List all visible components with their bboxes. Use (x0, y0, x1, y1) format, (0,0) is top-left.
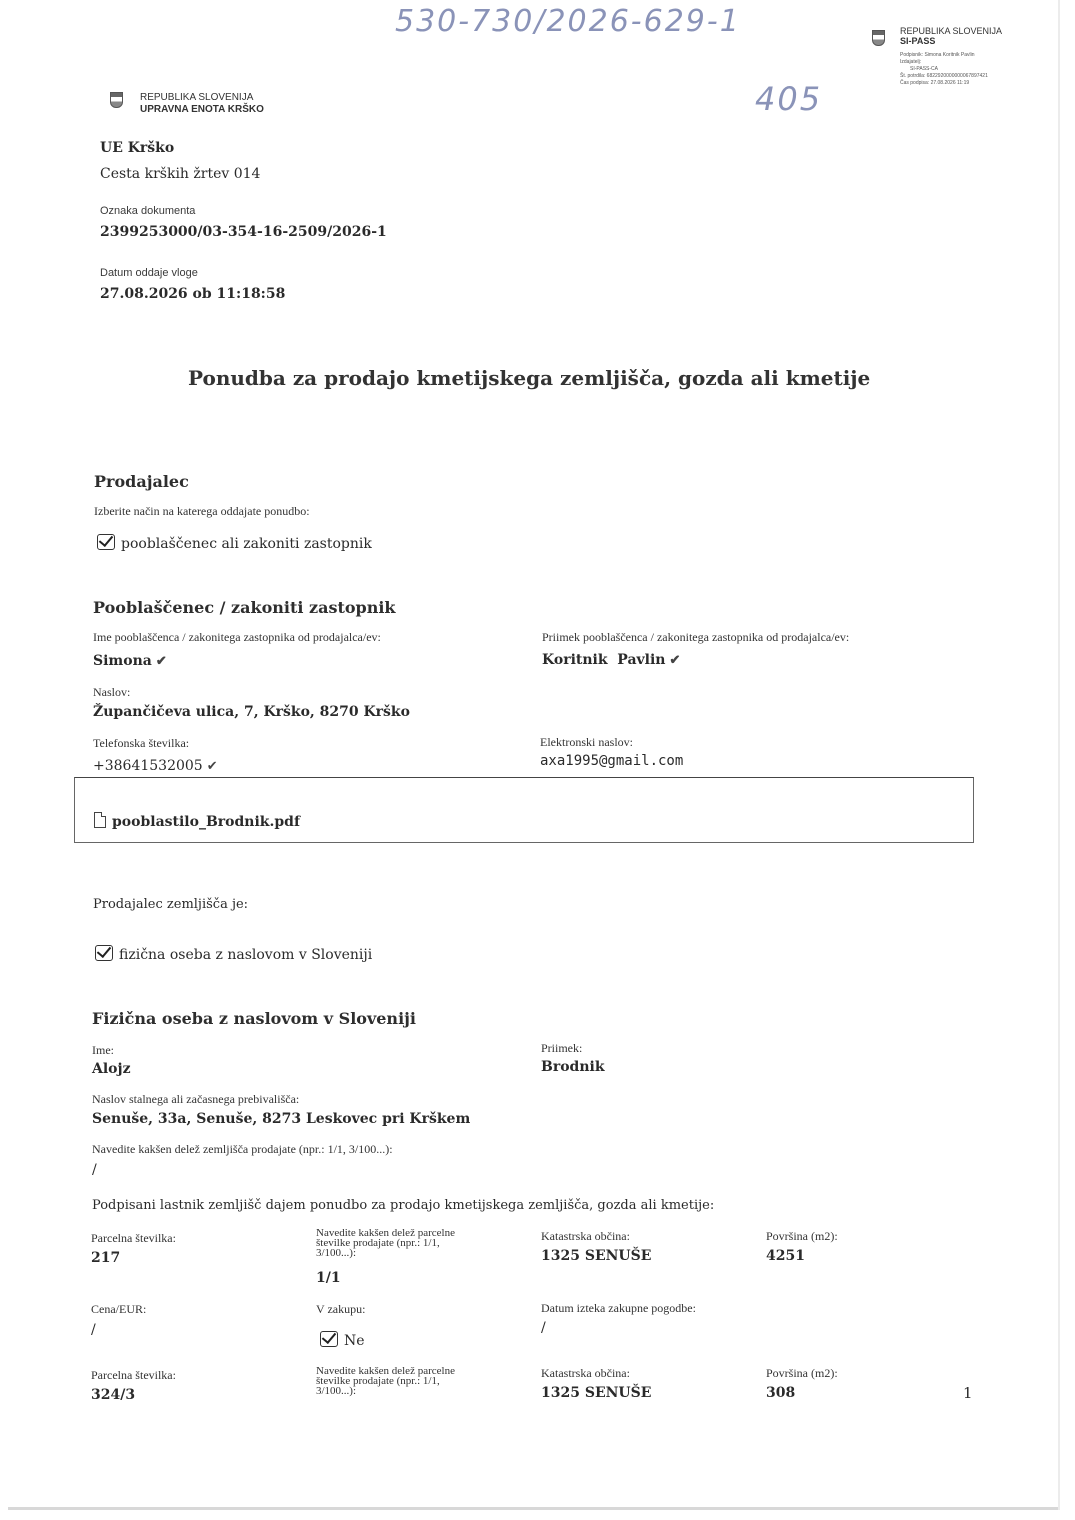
method-value: pooblaščenec ali zakoniti zastopnik (121, 536, 372, 552)
parcel1-lease-checkbox[interactable] (320, 1331, 365, 1349)
parcel1-lease-end-label: Datum izteka zakupne pogodbe: (541, 1301, 696, 1315)
date-value: 27.08.2026 ob 11:18:58 (100, 286, 286, 302)
sipass-issuer: SI-PASS-CA (910, 66, 938, 72)
sipass-line2: SI-PASS (900, 36, 936, 46)
owner-surname: Brodnik (541, 1059, 605, 1075)
parcel1-share: 1/1 (316, 1270, 341, 1286)
seller-heading: Prodajalec (94, 472, 189, 491)
scan-edge (8, 1507, 1060, 1510)
parcel2-area-label: Površina (m2): (766, 1366, 838, 1380)
agent-address: Župančičeva ulica, 7, Krško, 8270 Krško (93, 704, 410, 720)
parcel1-area: 4251 (766, 1248, 805, 1264)
agent-phone: +38641532005 ✔ (93, 758, 218, 774)
checkbox-checked-icon (97, 534, 115, 550)
scan-edge-right (1058, 0, 1060, 1510)
owner-type-checkbox[interactable] (95, 945, 372, 963)
offer-statement: Podpisani lastnik zemljišč dajem ponudbo za prodajo kmetijskega zemljišča, gozda ali kmetije: (92, 1198, 715, 1213)
agent-address-label: Naslov: (93, 685, 131, 699)
office-address: Cesta krških žrtev 014 (100, 166, 261, 182)
parcel2-share-label: Navedite kakšen delež parcelne številke prodajate (npr.: 1/1, 3/100...): (316, 1365, 455, 1397)
sipass-signer: Podpisnik: Simona Koritnik Pavlin (900, 52, 975, 58)
parcel2-number-label: Parcelna številka: (91, 1368, 176, 1382)
checkbox-checked-icon (95, 945, 113, 961)
handwritten-reference: 530-730/2026-629-1 (395, 4, 741, 39)
page-number: 1 (963, 1384, 973, 1402)
parcel2-area: 308 (766, 1385, 796, 1401)
owner-surname-label: Priimek: (541, 1041, 583, 1055)
checkmark-icon: ✔ (206, 759, 218, 774)
parcel1-cadastral-label: Katastrska občina: (541, 1229, 630, 1243)
attachment-name: pooblastilo_Brodnik.pdf (112, 814, 300, 830)
agent-surname-label: Priimek pooblaščenca / zakonitega zastopnika od prodajalca/ev: (542, 630, 850, 644)
owner-share-label: Navedite kakšen delež zemljišča prodajate (npr.: 1/1, 3/100...): (92, 1142, 393, 1156)
parcel1-cadastral: 1325 SENUŠE (541, 1248, 652, 1264)
page-title: Ponudba za prodajo kmetijskega zemljišča, gozda ali kmetije (188, 366, 871, 390)
coat-of-arms-icon (872, 30, 885, 46)
owner-type-label: Prodajalec zemljišča je: (93, 897, 249, 912)
coat-of-arms-icon (110, 92, 123, 108)
date-label: Datum oddaje vloge (100, 267, 198, 279)
method-label: Izberite način na katerega oddajate ponudbo: (94, 504, 310, 518)
parcel1-number-label: Parcelna številka: (91, 1231, 176, 1245)
owner-address: Senuše, 33a, Senuše, 8273 Leskovec pri Krškem (92, 1111, 471, 1127)
doc-value: 2399253000/03-354-16-2509/2026-1 (100, 224, 387, 240)
agent-phone-label: Telefonska številka: (93, 736, 190, 750)
logo-line2: UPRAVNA ENOTA KRŠKO (140, 104, 264, 115)
parcel2-cadastral-label: Katastrska občina: (541, 1366, 630, 1380)
agent-heading: Pooblaščenec / zakoniti zastopnik (93, 598, 396, 617)
agent-name-label: Ime pooblaščenca / zakonitega zastopnika od prodajalca/ev: (93, 630, 381, 644)
agent-email: axa1995@gmail.com (540, 753, 684, 769)
sipass-issuer-label: Izdajatelj: (900, 59, 922, 65)
owner-type-value: fizična oseba z naslovom v Sloveniji (119, 947, 373, 963)
parcel1-lease-value: Ne (344, 1333, 365, 1349)
sipass-time: Čas podpisa: 27.08.2026 11:19 (900, 80, 970, 86)
checkmark-icon: ✔ (669, 653, 681, 668)
agent-name: Simona ✔ (93, 653, 167, 669)
parcel1-lease-label: V zakupu: (316, 1302, 366, 1316)
attachment-box (74, 777, 974, 843)
owner-share: / (92, 1162, 97, 1178)
agent-email-label: Elektronski naslov: (540, 735, 633, 749)
sipass-cert: Št. potrdila: 6822920000000067897421 (900, 73, 988, 79)
parcel1-area-label: Površina (m2): (766, 1229, 838, 1243)
parcel1-price: / (91, 1322, 96, 1338)
agent-surname: Koritnik Pavlin ✔ (542, 652, 681, 668)
parcel1-share-label: Navedite kakšen delež parcelne številke prodajate (npr.: 1/1, 3/100...): (316, 1227, 455, 1259)
doc-label: Oznaka dokumenta (100, 205, 196, 217)
checkmark-icon: ✔ (155, 654, 167, 669)
owner-address-label: Naslov stalnega ali začasnega prebivališča: (92, 1092, 300, 1106)
parcel1-price-label: Cena/EUR: (91, 1302, 147, 1316)
parcel2-number: 324/3 (91, 1387, 136, 1403)
parcel1-number: 217 (91, 1250, 121, 1266)
owner-name: Alojz (92, 1061, 131, 1077)
checkbox-checked-icon (320, 1331, 338, 1347)
office-name: UE Krško (100, 140, 175, 156)
file-icon (94, 812, 106, 828)
sipass-line1: REPUBLIKA SLOVENIJA (900, 26, 1003, 36)
method-checkbox[interactable] (97, 534, 372, 552)
logo-line1: REPUBLIKA SLOVENIJA (140, 92, 254, 103)
owner-heading: Fizična oseba z naslovom v Sloveniji (92, 1009, 417, 1028)
parcel1-lease-end: / (541, 1320, 546, 1336)
attachment-link[interactable] (94, 812, 300, 830)
parcel2-cadastral: 1325 SENUŠE (541, 1385, 652, 1401)
handwritten-number: 405 (755, 80, 823, 118)
owner-name-label: Ime: (92, 1043, 114, 1057)
